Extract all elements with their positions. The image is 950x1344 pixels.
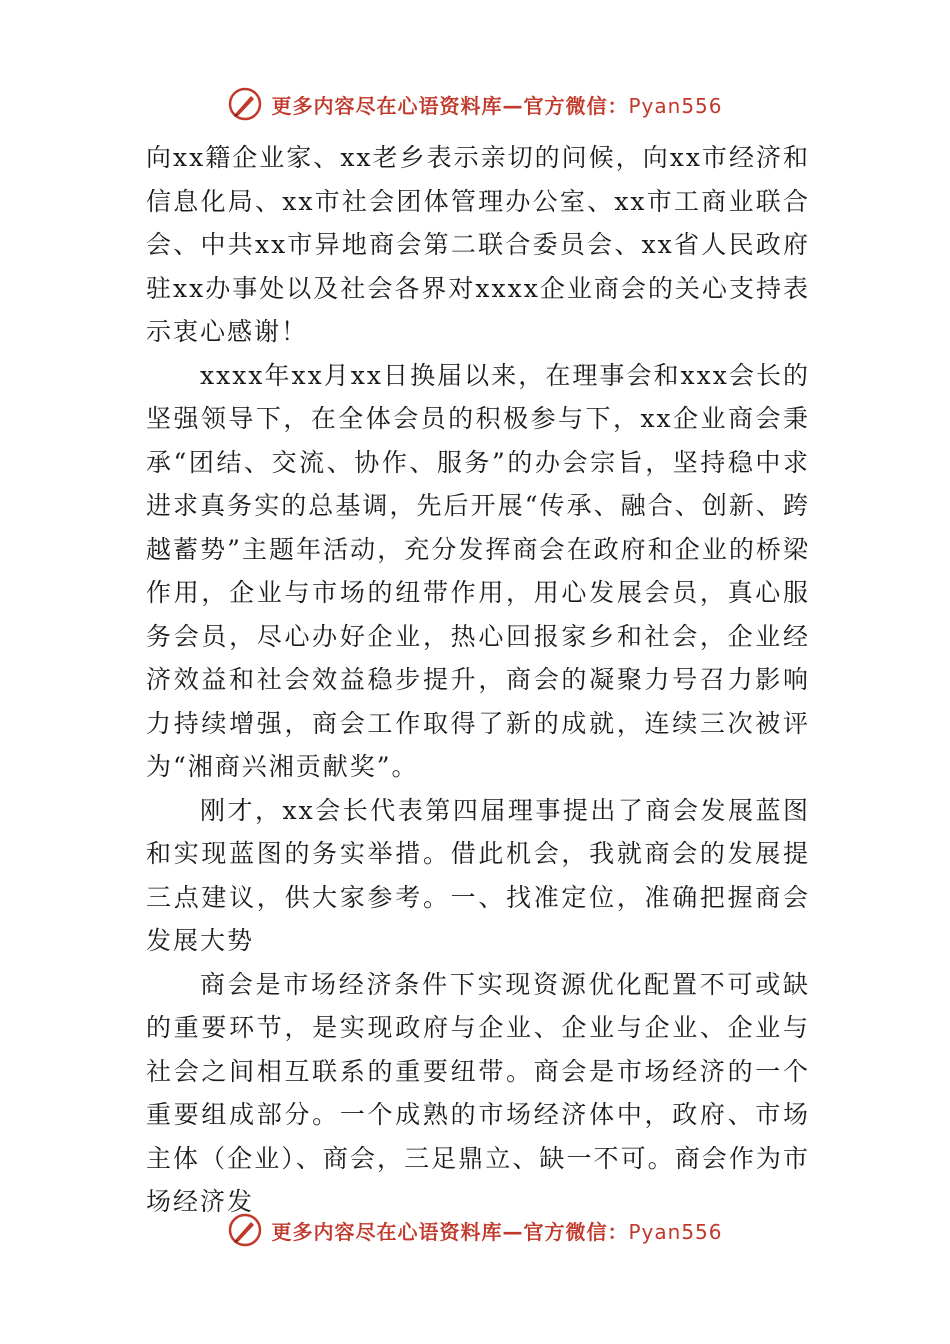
footer-banner-text: 更多内容尽在心语资料库—官方微信：Pyan556 <box>271 1219 723 1244</box>
quill-logo-icon <box>227 1212 263 1248</box>
document-body <box>146 136 810 1224</box>
footer-wechat-id: Pyan556 <box>628 1219 723 1244</box>
footer-banner <box>0 1206 950 1254</box>
header-wechat-id: Pyan556 <box>628 93 723 118</box>
quill-logo-icon <box>227 86 263 122</box>
paragraph-2: xxxx年xx月xx日换届以来，在理事会和xxx会长的坚强领导下，在全体会员的积极参与下，xx企业商会秉承“团结、交流、协作、服务”的办会宗旨，坚持稳中求进求真务实的总基调，先后开展“传承、融合、创新、跨越蓄势”主题年活动，充分发挥商会在政府和企业的桥梁作用，企业与市场的纽带作用，用心发展会员，真心服务会员，尽心办好企业，热心回报家乡和社会，企业经济效益和社会效益稳步提升，商会的凝聚力号召力影响力持续增强，商会工作取得了新的成就，连续三次被评为“湘商兴湘贡献奖”。 <box>146 360 810 781</box>
paragraph-4: 商会是市场经济条件下实现资源优化配置不可或缺的重要环节，是实现政府与企业、企业与企业、企业与社会之间相互联系的重要纽带。商会是市场经济的一个重要组成部分。一个成熟的市场经济体中，政府、市场主体（企业）、商会，三足鼎立、缺一不可。商会作为市场经济发 <box>146 969 810 1216</box>
paragraph-3: 刚才，xx会长代表第四届理事提出了商会发展蓝图和实现蓝图的务实举措。借此机会，我就商会的发展提三点建议，供大家参考。一、找准定位，准确把握商会发展大势 <box>146 795 810 955</box>
header-banner <box>0 80 950 128</box>
header-banner-text: 更多内容尽在心语资料库—官方微信：Pyan556 <box>271 93 723 118</box>
paragraph-1: 向xx籍企业家、xx老乡表示亲切的问候，向xx市经济和信息化局、xx市社会团体管理办公室、xx市工商业联合会、中共xx市异地商会第二联合委员会、xx省人民政府驻xx办事处以及社会各界对xxxx企业商会的关心支持表示衷心感谢！ <box>146 143 810 346</box>
